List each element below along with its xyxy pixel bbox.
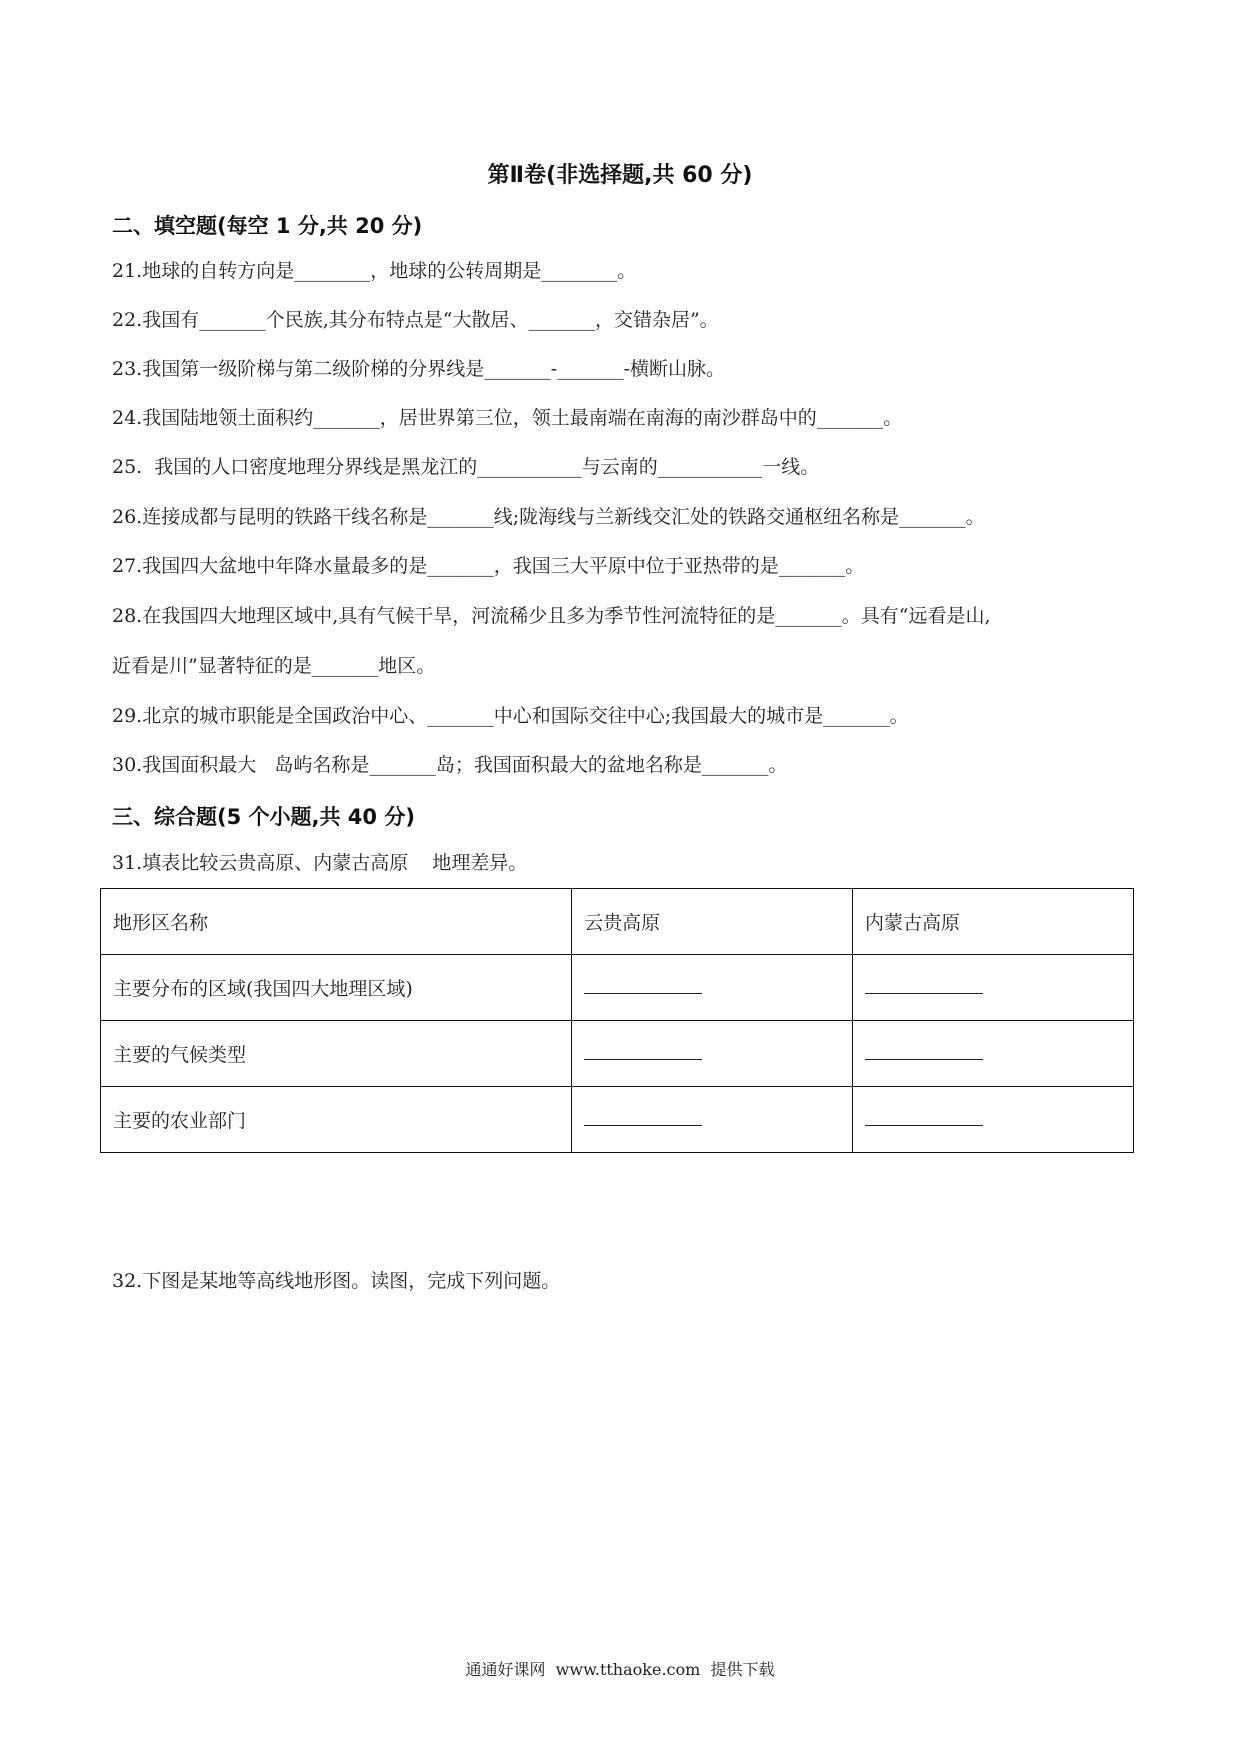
question-24: 24.我国陆地领土面积约_______，居世界第三位，领土最南端在南海的南沙群岛中的_______。 [112, 407, 903, 429]
answer-blank-yungui-climate [572, 1021, 853, 1087]
row-label-climate: 主要的气候类型 [101, 1021, 572, 1087]
answer-line [865, 979, 983, 994]
row-label-region: 主要分布的区域(我国四大地理区域) [101, 955, 572, 1021]
question-23: 23.我国第一级阶梯与第二级阶梯的分界线是_______-_______-横断山脉。 [112, 358, 726, 380]
question-28-line2: 近看是川”显著特征的是_______地区。 [112, 655, 436, 677]
answer-blank-neimenggu-agriculture [853, 1087, 1134, 1153]
section-heading-fill-in: 二、填空题(每空 1 分,共 20 分) [112, 214, 423, 238]
comparison-table [100, 888, 1134, 1153]
question-28-line1: 28.在我国四大地理区域中,具有气候干旱，河流稀少且多为季节性河流特征的是_______。具有“远看是山, [112, 605, 991, 627]
answer-line [584, 979, 702, 994]
header-cell-neimenggu: 内蒙古高原 [853, 889, 1134, 955]
table-row [101, 955, 1134, 1021]
question-22: 22.我国有_______个民族,其分布特点是“大散居、_______，交错杂居”。 [112, 309, 719, 331]
table-row [101, 1087, 1134, 1153]
question-29: 29.北京的城市职能是全国政治中心、_______中心和国际交往中心;我国最大的城市是_______。 [112, 705, 909, 727]
question-30: 30.我国面积最大 岛屿名称是_______岛；我国面积最大的盆地名称是_______。 [112, 754, 788, 776]
question-27: 27.我国四大盆地中年降水量最多的是_______，我国三大平原中位于亚热带的是_______。 [112, 555, 865, 577]
paper-section-title: 第Ⅱ卷(非选择题,共 60 分) [487, 163, 753, 188]
table-header-row [101, 889, 1134, 955]
question-25: 25. 我国的人口密度地理分界线是黑龙江的___________与云南的___________一线。 [112, 456, 820, 478]
answer-line [865, 1045, 983, 1060]
header-cell-terrain-name: 地形区名称 [101, 889, 572, 955]
answer-line [584, 1045, 702, 1060]
table-row [101, 1021, 1134, 1087]
question-21: 21.地球的自转方向是________，地球的公转周期是________。 [112, 260, 637, 282]
section-heading-comprehensive: 三、综合题(5 个小题,共 40 分) [112, 805, 415, 829]
answer-line [584, 1111, 702, 1126]
page-footer: 通通好课网 www.tthaoke.com 提供下载 [465, 1660, 775, 1679]
answer-blank-neimenggu-climate [853, 1021, 1134, 1087]
answer-line [865, 1111, 983, 1126]
question-26: 26.连接成都与昆明的铁路干线名称是_______线;陇海线与兰新线交汇处的铁路交通枢纽名称是_______。 [112, 506, 985, 528]
header-cell-yungui: 云贵高原 [572, 889, 853, 955]
answer-blank-neimenggu-region [853, 955, 1134, 1021]
question-32-prompt: 32.下图是某地等高线地形图。读图，完成下列问题。 [112, 1270, 561, 1292]
answer-blank-yungui-region [572, 955, 853, 1021]
answer-blank-yungui-agriculture [572, 1087, 853, 1153]
question-31-prompt: 31.填表比较云贵高原、内蒙古高原 地理差异。 [112, 852, 528, 874]
row-label-agriculture: 主要的农业部门 [101, 1087, 572, 1153]
